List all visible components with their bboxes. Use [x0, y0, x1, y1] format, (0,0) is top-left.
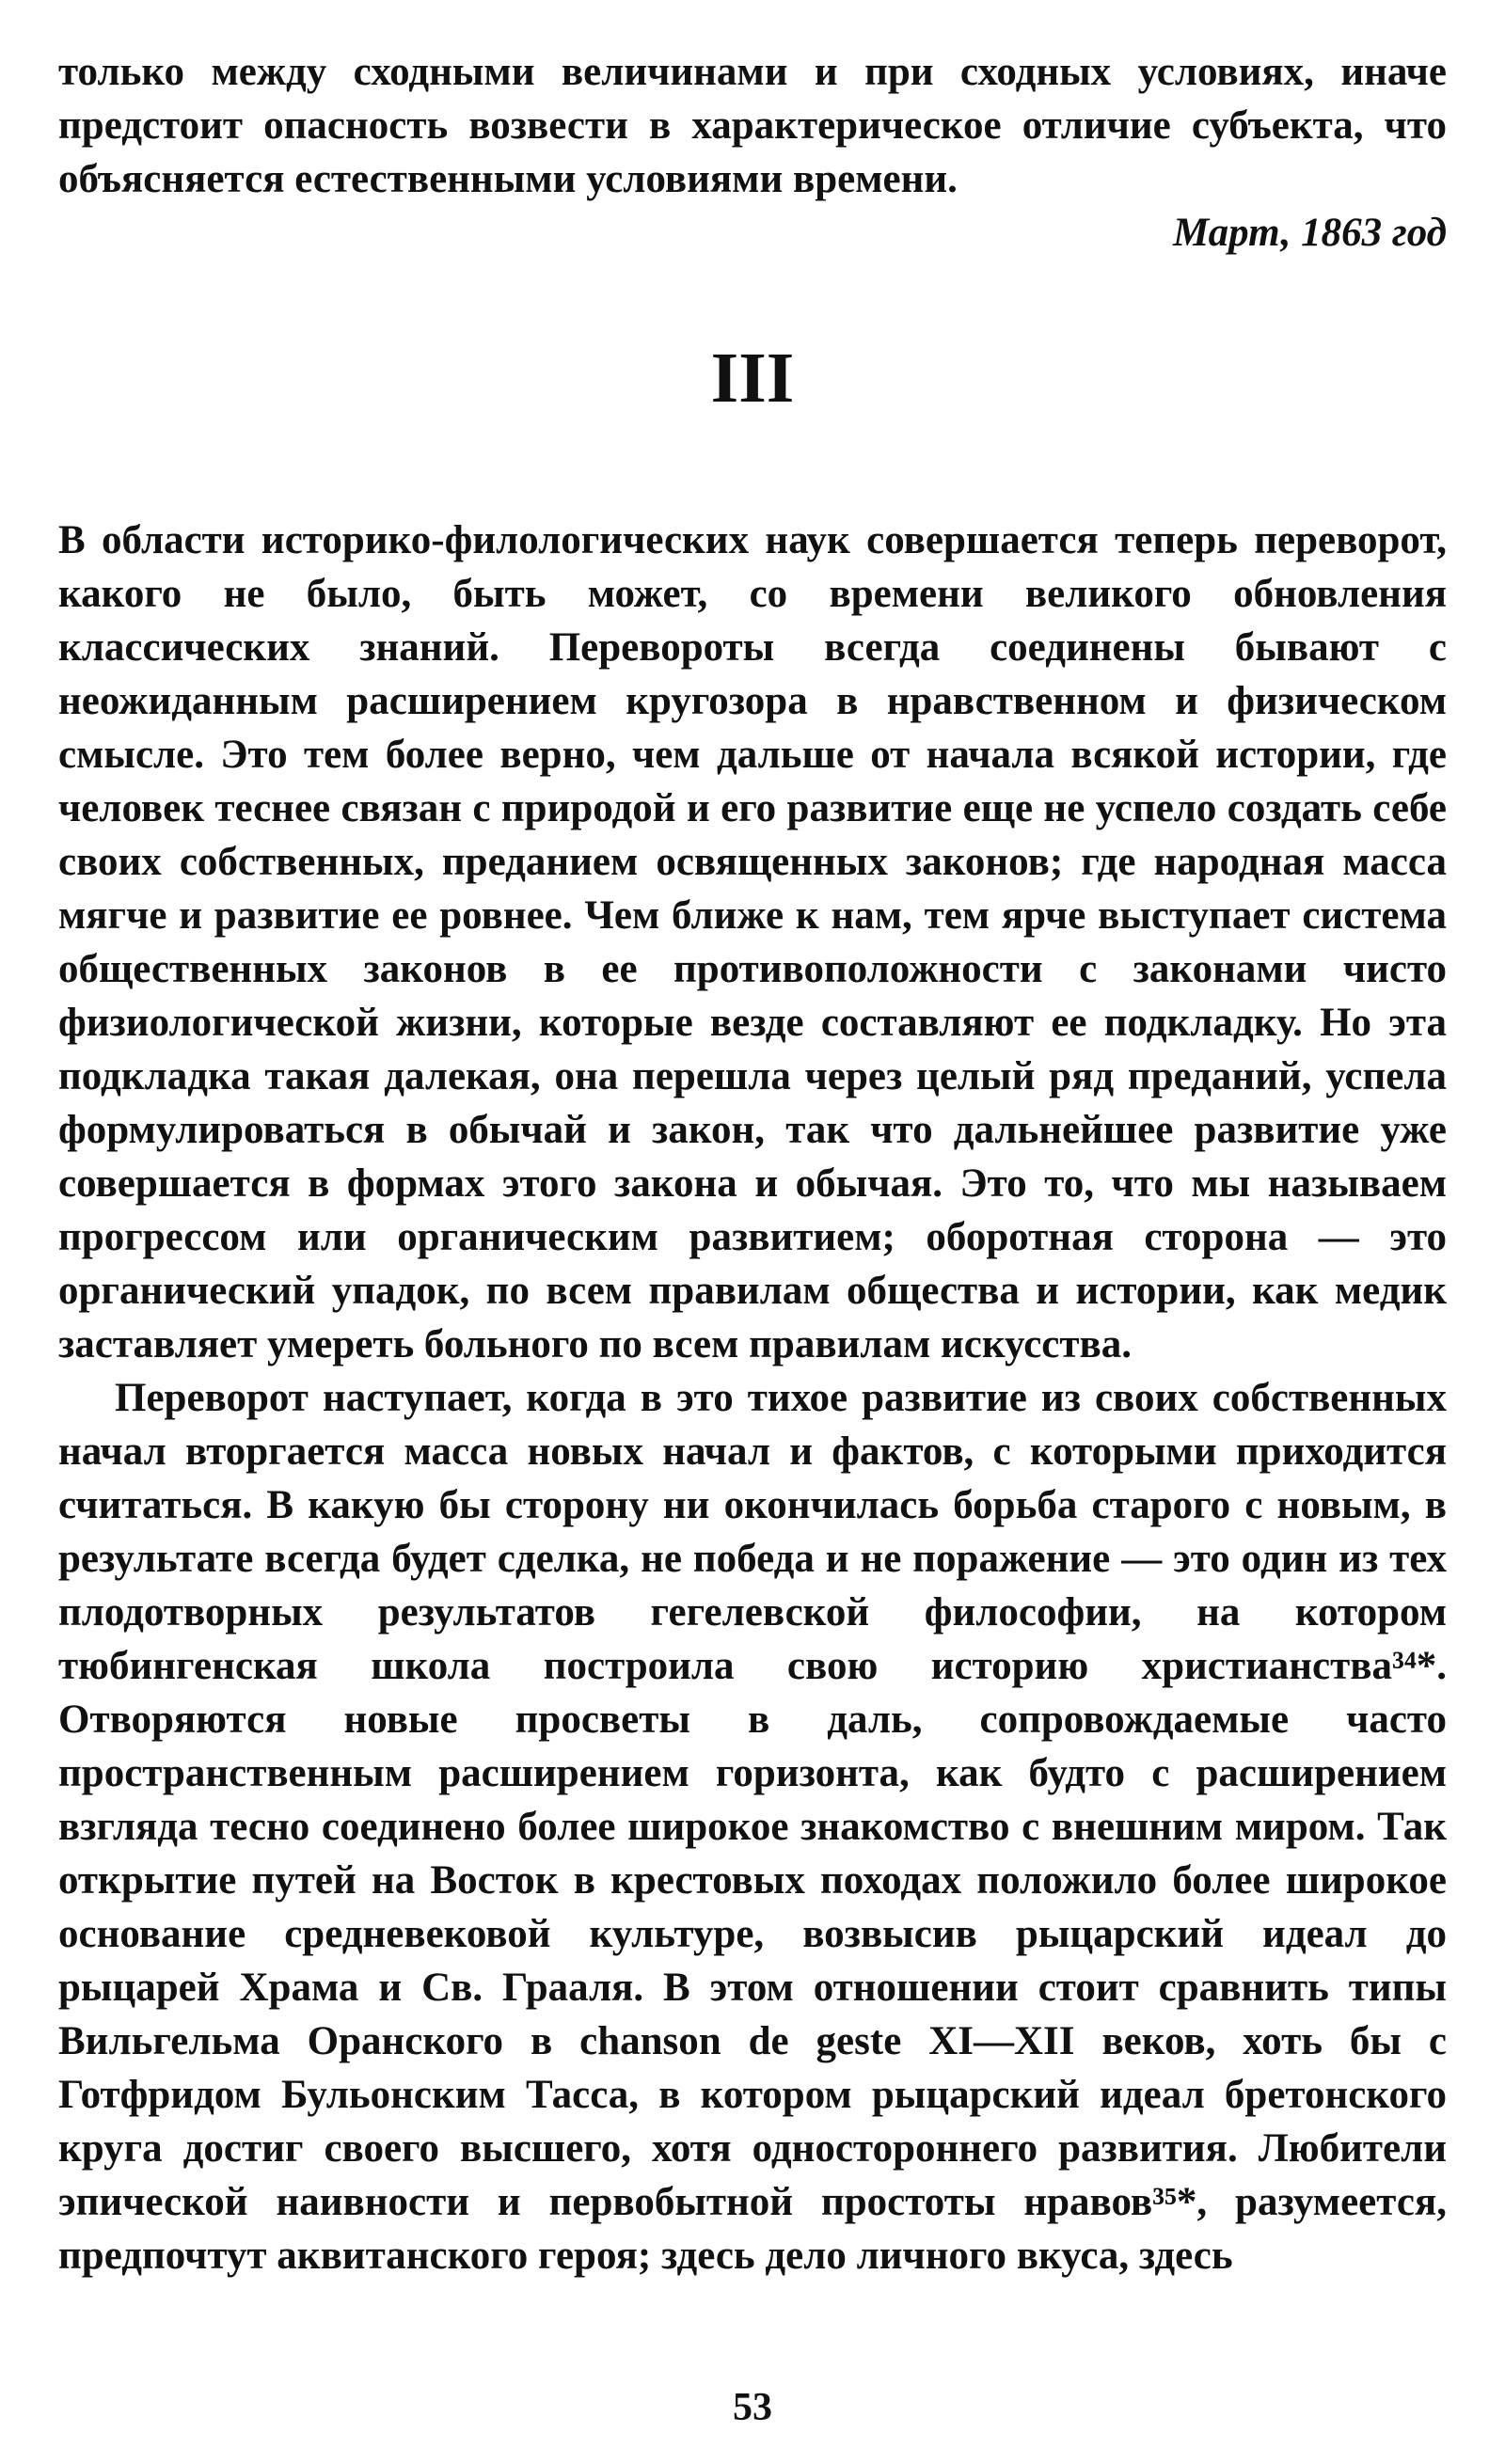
dateline: Март, 1863 год [1173, 211, 1447, 255]
section-heading: III [710, 339, 795, 418]
page-number: 53 [733, 2386, 772, 2429]
carryover-paragraph: только между сходными величинами и при сходных условиях, иначе предстоит опасность возвести в характерическое отличие субъекта, что объясняется естественными условиями времени. [58, 50, 1447, 201]
paragraph-2: Переворот наступает, когда в это тихое развитие из своих собственных начал вторгается масса новых начал и фактов, с которыми приходится считаться. В какую бы сторону ни окончилась борьба старого с новым, в результате всегда будет сделка, не победа и не поражение — это один из тех плодотворных результатов гегелевской философии, на котором тюбингенская школа построила свою историю христианства³⁴*. Отворяются новые просветы в даль, сопровождаемые часто пространственным расширением горизонта, как будто с расширением взгляда тесно соединено более широкое знакомство с внешним миром. Так открытие путей на Восток в крестовых походах положило более широкое основание средневековой культуре, возвысив рыцарский идеал до рыцарей Храма и Св. Грааля. В этом отношении стоит сравнить типы Вильгельма Оранского в chanson de geste XI—XII веков, хоть бы с Готфридом Бульонским Тасса, в котором рыцарский идеал бретонского круга достиг своего высшего, хотя одностороннего развития. Любители эпической наивности и первобытной простоты нравов³⁵*, разумеется, предпочтут аквитанского героя; здесь дело личного вкуса, здесь [58, 1376, 1447, 2278]
paragraph-1: В области историко-филологических наук совершается теперь переворот, какого не было, быть может, со времени великого обновления классических знаний. Перевороты всегда соединены бывают с неожиданным расширением кругозора в нравственном и физическом смысле. Это тем более верно, чем дальше от начала всякой истории, где человек теснее связан с природой и его развитие еще не успело создать себе своих собственных, преданием освященных законов; где народная масса мягче и развитие ее ровнее. Чем ближе к нам, тем ярче выступает система общественных законов в ее противоположности с законами чисто физиологической жизни, которые везде составляют ее подкладку. Но эта подкладка такая далекая, она перешла через целый ряд преданий, успела формулироваться в обычай и закон, так что дальнейшее развитие уже совершается в формах этого закона и обычая. Это то, что мы называем прогрессом или органическим развитием; оборотная сторона — это органический упадок, по всем правилам общества и истории, как медик заставляет умереть больного по всем правилам искусства. [58, 518, 1447, 1366]
